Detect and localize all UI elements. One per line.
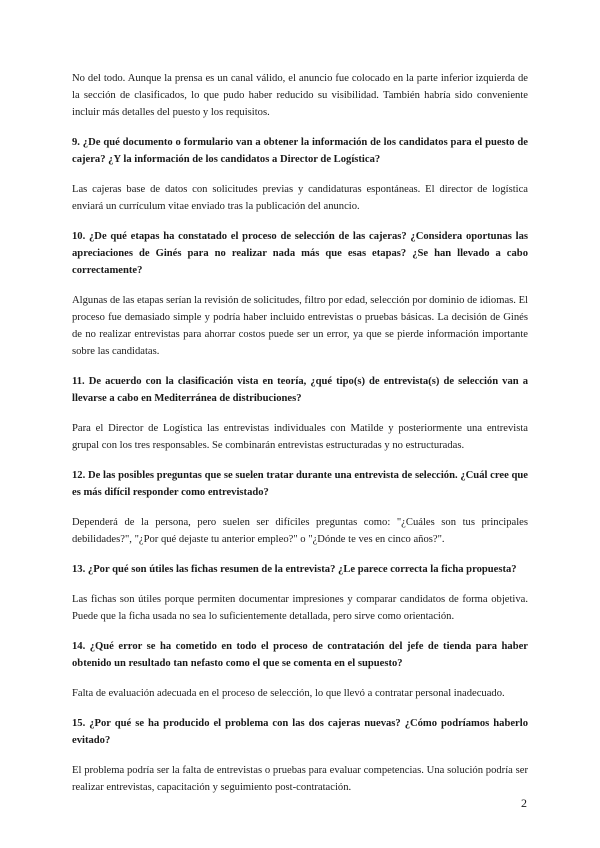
- question-13: 13. ¿Por qué son útiles las fichas resumen de la entrevista? ¿Le parece correcta la ficha propuesta?: [72, 564, 517, 575]
- answer-11: Para el Director de Logística las entrevistas individuales con Matilde y posteriormente una entrevista grupal con los tres responsables. Se combinarán entrevistas estructuradas y no estructuradas.: [72, 423, 528, 451]
- question-9: 9. ¿De qué documento o formulario van a obtener la información de los candidatos para el puesto de cajera? ¿Y la información de los candidatos a Director de Logística?: [72, 137, 528, 165]
- answer-10: Algunas de las etapas serían la revisión de solicitudes, filtro por edad, selección por dominio de idiomas. El proceso fue demasiado simple y podría haber incluido entrevistas o pruebas básicas. La decisión de Ginés de no realizar entrevistas para ahorrar costos puede ser un error, ya que se pierde información importante sobre las candidatas.: [72, 295, 529, 357]
- document-page: [72, 70, 528, 809]
- page-number: 2: [521, 796, 527, 810]
- question-14: 14. ¿Qué error se ha cometido en todo el proceso de contratación del jefe de tienda para haber obtenido un resultado tan nefasto como el que se comenta en el supuesto?: [72, 641, 528, 669]
- answer-13: Las fichas son útiles porque permiten documentar impresiones y comparar candidatos de forma objetiva. Puede que la ficha usada no sea lo suficientemente detallada, pero sirve como orientación.: [72, 594, 528, 622]
- answer-9: Las cajeras base de datos con solicitudes previas y candidaturas espontáneas. El director de logística enviará un currículum vitae enviado tras la publicación del anuncio.: [72, 184, 528, 212]
- answer-8: No del todo. Aunque la prensa es un canal válido, el anuncio fue colocado en la parte inferior izquierda de la sección de clasificados, lo que pudo haber reducido su visibilidad. También habría sido conveniente incluir más detalles del puesto y los requisitos.: [72, 73, 528, 118]
- question-12: 12. De las posibles preguntas que se suelen tratar durante una entrevista de selección. ¿Cuál cree que es más difícil responder como entrevistado?: [72, 470, 528, 498]
- answer-12: Dependerá de la persona, pero suelen ser difíciles preguntas como: "¿Cuáles son tus principales debilidades?", "¿Por qué dejaste tu anterior empleo?" o "¿Dónde te ves en cinco años?".: [72, 517, 528, 545]
- answer-15: El problema podría ser la falta de entrevistas o pruebas para evaluar competencias. Una solución podría ser realizar entrevistas, capacitación y seguimiento post-contratación.: [72, 765, 528, 793]
- question-11: 11. De acuerdo con la clasificación vista en teoría, ¿qué tipo(s) de entrevista(s) de selección van a llevarse a cabo en Mediterránea de distribuciones?: [72, 376, 528, 404]
- question-10: 10. ¿De qué etapas ha constatado el proceso de selección de las cajeras? ¿Considera oportunas las apreciaciones de Ginés para no realizar nada más que esas etapas? ¿Se han llevado a cabo correctamente?: [72, 231, 528, 276]
- question-15: 15. ¿Por qué se ha producido el problema con las dos cajeras nuevas? ¿Cómo podríamos haberlo evitado?: [72, 718, 528, 746]
- answer-14: Falta de evaluación adecuada en el proceso de selección, lo que llevó a contratar personal inadecuado.: [72, 688, 505, 699]
